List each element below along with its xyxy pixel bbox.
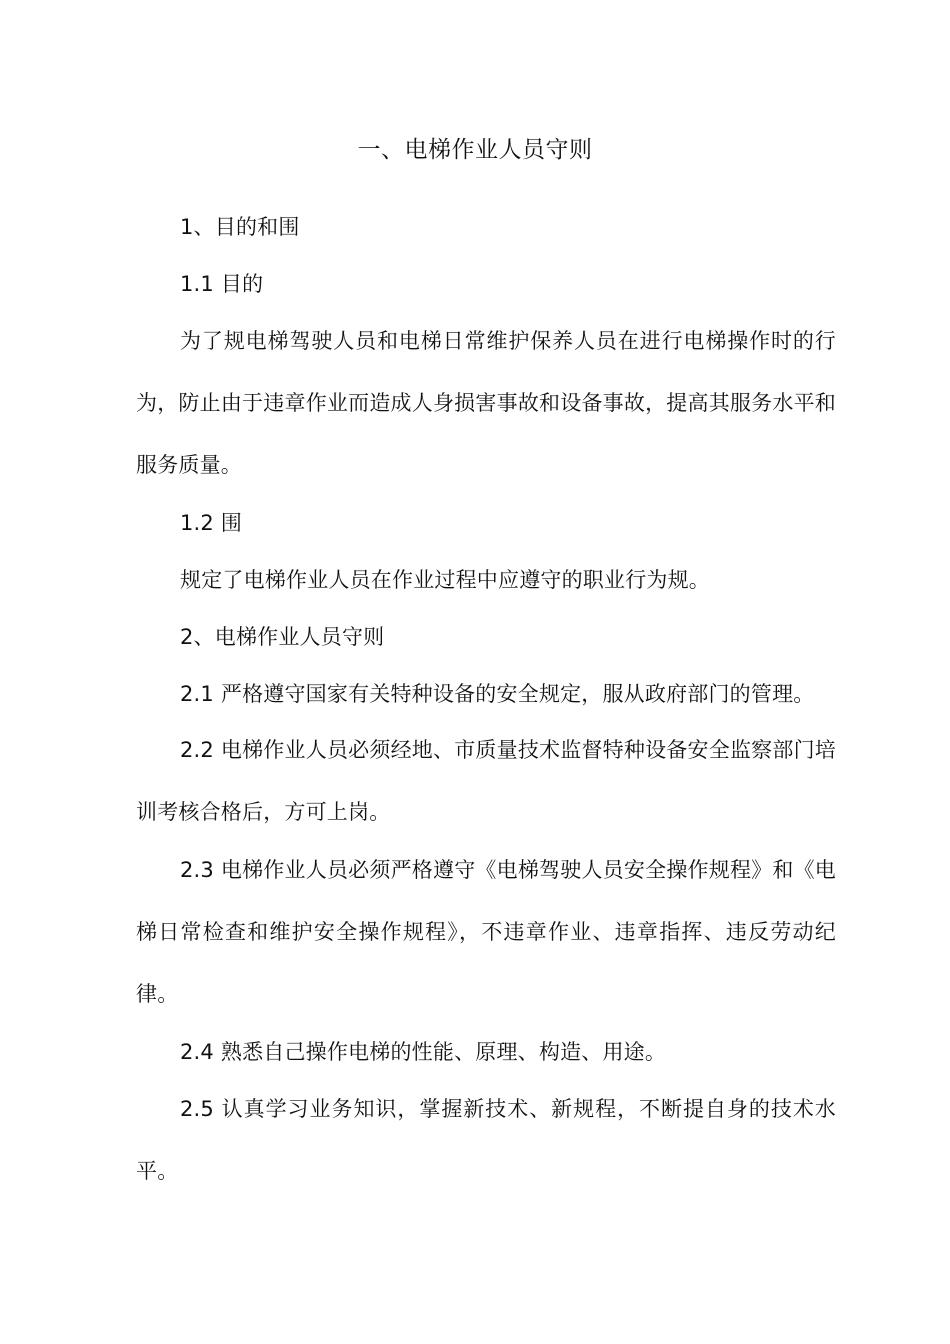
paragraph-purpose-body: 为了规电梯驾驶人员和电梯日常维护保养人员在进行电梯操作时的行为，防止由于违章作业而造成人身损害事故和设备事故，提高其服务水平和服务质量。 [136,329,836,477]
rule-2-4: 2.4 熟悉自己操作电梯的性能、原理、构造、用途。 [180,1040,667,1064]
rule-2-1: 2.1 严格遵守国家有关特种设备的安全规定，服从政府部门的管理。 [180,682,815,706]
section-heading-rules: 2、电梯作业人员守则 [180,625,385,649]
subsection-heading-scope: 1.2 围 [180,511,243,535]
rule-2-3: 2.3 电梯作业人员必须严格遵守《电梯驾驶人员安全操作规程》和《电梯日常检查和维护安全操作规程》，不违章作业、违章指挥、违反劳动纪律。 [136,858,836,1006]
paragraph-scope-body: 规定了电梯作业人员在作业过程中应遵守的职业行为规。 [180,568,710,592]
document-title: 一、电梯作业人员守则 [357,137,593,163]
subsection-heading-purpose: 1.1 目的 [180,272,264,296]
rule-2-5: 2.5 认真学习业务知识，掌握新技术、新规程，不断提自身的技术水平。 [136,1097,836,1183]
section-heading-purpose-scope: 1、目的和围 [180,215,300,239]
rule-2-2: 2.2 电梯作业人员必须经地、市质量技术监督特种设备安全监察部门培训考核合格后，方可上岗。 [136,738,836,824]
